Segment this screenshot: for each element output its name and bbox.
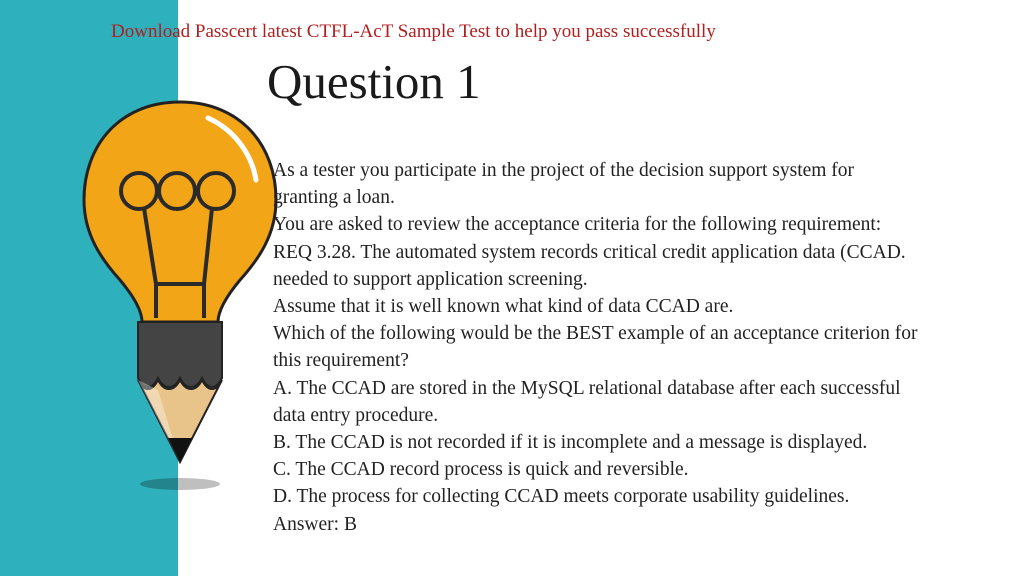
question-title: Question 1 (267, 54, 481, 109)
question-text-line: Which of the following would be the BEST example of an acceptance criterion for (273, 323, 918, 345)
question-text-line: granting a loan. (273, 187, 395, 209)
question-text-line: You are asked to review the acceptance criteria for the following requirement: (273, 214, 882, 236)
pencil-body (138, 322, 222, 387)
lightbulb-pencil-icon (80, 100, 280, 500)
question-text-line: needed to support application screening. (273, 268, 588, 290)
option-d: D. The process for collecting CCAD meets corporate usability guidelines. (273, 486, 850, 508)
option-c: C. The CCAD record process is quick and reversible. (273, 459, 689, 481)
question-text-line: Assume that it is well known what kind of data CCAD are. (273, 296, 734, 318)
option-b: B. The CCAD is not recorded if it is incomplete and a message is displayed. (273, 432, 868, 454)
download-banner: Download Passcert latest CTFL-AcT Sample Test to help you pass successfully (111, 21, 716, 42)
question-text-line: this requirement? (273, 350, 409, 372)
question-body (273, 157, 1013, 538)
option-a-continued: data entry procedure. (273, 404, 439, 426)
option-a: A. The CCAD are stored in the MySQL relational database after each successful (273, 377, 901, 399)
answer-line: Answer: B (273, 513, 357, 535)
question-text-line: REQ 3.28. The automated system records critical credit application data (CCAD. (273, 241, 906, 263)
bulb-glass (84, 102, 276, 322)
question-text-line: As a tester you participate in the project of the decision support system for (273, 160, 855, 181)
pencil-tip (168, 438, 192, 462)
